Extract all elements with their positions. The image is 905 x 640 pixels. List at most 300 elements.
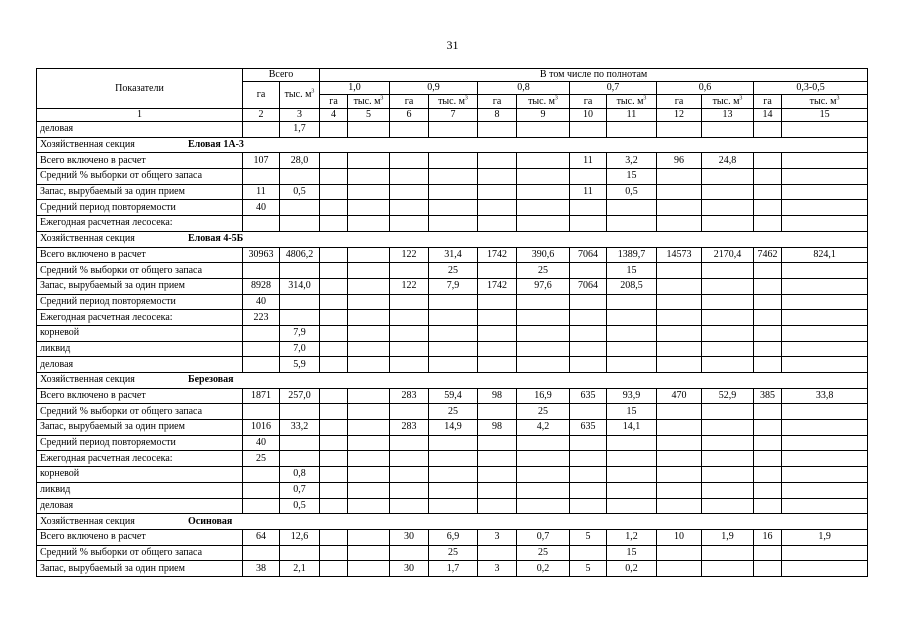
- table-cell: [390, 467, 429, 483]
- section-label: Хозяйственная секция: [40, 139, 135, 151]
- table-cell: [517, 482, 570, 498]
- table-cell: [657, 482, 702, 498]
- table-cell: 8928: [243, 278, 280, 294]
- table-cell: [782, 357, 868, 373]
- table-cell: 0,5: [280, 184, 320, 200]
- table-cell: [702, 341, 754, 357]
- table-cell: 25: [517, 545, 570, 561]
- table-cell: 0,5: [607, 184, 657, 200]
- table-cell: [782, 294, 868, 310]
- table-cell: [657, 294, 702, 310]
- table-cell: 2,1: [280, 561, 320, 577]
- row-label: Средний период повторяемости: [37, 200, 243, 216]
- table-cell: [390, 341, 429, 357]
- header-unit-ha: га: [657, 95, 702, 109]
- table-cell: [657, 357, 702, 373]
- table-cell: 98: [478, 420, 517, 436]
- table-cell: [429, 153, 478, 169]
- table-cell: [429, 294, 478, 310]
- table-cell: [348, 482, 390, 498]
- table-cell: [348, 278, 390, 294]
- table-cell: 7064: [570, 247, 607, 263]
- table-cell: [782, 341, 868, 357]
- column-number: 15: [782, 109, 868, 122]
- table-cell: [243, 498, 280, 514]
- table-row: [37, 435, 868, 451]
- table-cell: [702, 467, 754, 483]
- table-cell: 25: [517, 263, 570, 279]
- table-cell: 59,4: [429, 388, 478, 404]
- table-cell: 31,4: [429, 247, 478, 263]
- table-cell: [320, 294, 348, 310]
- table-cell: [478, 341, 517, 357]
- table-cell: [348, 325, 390, 341]
- table-cell: [657, 498, 702, 514]
- table-cell: 96: [657, 153, 702, 169]
- table-cell: [478, 435, 517, 451]
- table-cell: [243, 263, 280, 279]
- table-cell: [657, 278, 702, 294]
- table-cell: [570, 498, 607, 514]
- table-cell: [782, 545, 868, 561]
- row-label: Всего включено в расчет: [37, 153, 243, 169]
- row-label: Средний % выборки от общего запаса: [37, 404, 243, 420]
- table-cell: 5: [570, 529, 607, 545]
- table-cell: [570, 357, 607, 373]
- table-cell: [243, 467, 280, 483]
- table-cell: 0,5: [280, 498, 320, 514]
- header-unit-volume: тыс. $м^3$: [517, 95, 570, 109]
- table-cell: [348, 200, 390, 216]
- table-cell: [243, 169, 280, 185]
- table-cell: [754, 278, 782, 294]
- table-cell: [754, 122, 782, 138]
- column-number: 2: [243, 109, 280, 122]
- table-cell: 7462: [754, 247, 782, 263]
- column-number: 5: [348, 109, 390, 122]
- table-cell: [390, 482, 429, 498]
- table-cell: 15: [607, 545, 657, 561]
- table-row: [37, 467, 868, 483]
- table-cell: 635: [570, 420, 607, 436]
- table-cell: 40: [243, 294, 280, 310]
- table-cell: [280, 404, 320, 420]
- table-cell: 25: [243, 451, 280, 467]
- row-label: Средний % выборки от общего запаса: [37, 169, 243, 185]
- table-cell: [570, 435, 607, 451]
- table-cell: [657, 184, 702, 200]
- table-cell: [570, 482, 607, 498]
- table-cell: 122: [390, 278, 429, 294]
- table-cell: [320, 498, 348, 514]
- table-cell: [754, 545, 782, 561]
- table-cell: 24,8: [702, 153, 754, 169]
- table-cell: [782, 404, 868, 420]
- table-cell: [348, 122, 390, 138]
- table-cell: [348, 247, 390, 263]
- table-cell: [702, 561, 754, 577]
- table-cell: [320, 561, 348, 577]
- table-cell: 1,7: [280, 122, 320, 138]
- table-cell: 3: [478, 529, 517, 545]
- table-cell: [754, 357, 782, 373]
- header-unit-ha: га: [478, 95, 517, 109]
- table-cell: [570, 467, 607, 483]
- table-cell: [702, 184, 754, 200]
- table-cell: 122: [390, 247, 429, 263]
- table-row: [37, 420, 868, 436]
- table-cell: [754, 341, 782, 357]
- table-cell: 15: [607, 263, 657, 279]
- table-cell: [702, 420, 754, 436]
- table-cell: [702, 482, 754, 498]
- table-cell: 25: [429, 263, 478, 279]
- table-cell: [243, 357, 280, 373]
- table-cell: [280, 200, 320, 216]
- table-cell: [702, 498, 754, 514]
- table-cell: [607, 435, 657, 451]
- section-label: Хозяйственная секция: [40, 515, 135, 527]
- table-cell: [754, 498, 782, 514]
- table-cell: [570, 404, 607, 420]
- table-cell: [782, 435, 868, 451]
- section-label: Хозяйственная секция: [40, 233, 135, 245]
- row-label: Запас, вырубаемый за один прием: [37, 278, 243, 294]
- table-cell: 1,7: [429, 561, 478, 577]
- table-cell: 28,0: [280, 153, 320, 169]
- table-cell: [607, 451, 657, 467]
- table-cell: [390, 451, 429, 467]
- table-cell: [702, 263, 754, 279]
- table-row: [37, 561, 868, 577]
- header-unit-volume: тыс. $м^3$: [782, 95, 868, 109]
- table-cell: [782, 184, 868, 200]
- table-row: [37, 294, 868, 310]
- table-row: [37, 482, 868, 498]
- table-cell: [754, 482, 782, 498]
- table-row: [37, 325, 868, 341]
- table-cell: 4,2: [517, 420, 570, 436]
- table-cell: [348, 545, 390, 561]
- table-cell: 98: [478, 388, 517, 404]
- table-row: [37, 310, 868, 326]
- table-cell: [702, 169, 754, 185]
- table-cell: [243, 404, 280, 420]
- table-cell: [517, 200, 570, 216]
- table-cell: 0,2: [607, 561, 657, 577]
- table-cell: 6,9: [429, 529, 478, 545]
- table-cell: [348, 169, 390, 185]
- table-cell: [478, 153, 517, 169]
- column-number: 14: [754, 109, 782, 122]
- table-cell: [754, 420, 782, 436]
- table-cell: [390, 435, 429, 451]
- table-row: [37, 247, 868, 263]
- row-label: Запас, вырубаемый за один прием: [37, 184, 243, 200]
- table-cell: 33,2: [280, 420, 320, 436]
- column-number: 1: [37, 109, 243, 122]
- row-label: деловая: [37, 498, 243, 514]
- table-cell: [478, 200, 517, 216]
- table-cell: [348, 294, 390, 310]
- table-cell: [280, 451, 320, 467]
- table-cell: [517, 184, 570, 200]
- table-cell: [429, 169, 478, 185]
- table-row: [37, 153, 868, 169]
- table-cell: 30: [390, 529, 429, 545]
- table-cell: [478, 169, 517, 185]
- table-cell: [570, 263, 607, 279]
- table-cell: 7064: [570, 278, 607, 294]
- column-number: 6: [390, 109, 429, 122]
- header-unit-volume: тыс. $м^3$: [429, 95, 478, 109]
- header-indicators: Показатели: [37, 69, 243, 109]
- table-cell: [657, 325, 702, 341]
- header-unit-volume: тыс. $м^3$: [348, 95, 390, 109]
- table-cell: [478, 498, 517, 514]
- table-cell: 1,9: [702, 529, 754, 545]
- table-cell: [657, 435, 702, 451]
- table-cell: [478, 216, 517, 232]
- table-row: [37, 451, 868, 467]
- row-label: Запас, вырубаемый за один прием: [37, 420, 243, 436]
- table-cell: [657, 263, 702, 279]
- table-cell: [607, 325, 657, 341]
- table-cell: [348, 184, 390, 200]
- table-cell: 11: [570, 153, 607, 169]
- table-cell: [390, 153, 429, 169]
- table-cell: [280, 216, 320, 232]
- table-cell: [390, 357, 429, 373]
- table-cell: 40: [243, 200, 280, 216]
- table-cell: [657, 200, 702, 216]
- table-cell: [429, 325, 478, 341]
- table-cell: [570, 294, 607, 310]
- table-cell: 5: [570, 561, 607, 577]
- table-row: [37, 498, 868, 514]
- header-unit-volume: тыс. $м^3$: [607, 95, 657, 109]
- table-cell: [390, 184, 429, 200]
- table-cell: [478, 482, 517, 498]
- column-number: 8: [478, 109, 517, 122]
- table-cell: 12,6: [280, 529, 320, 545]
- table-cell: [320, 200, 348, 216]
- table-cell: [702, 294, 754, 310]
- table-cell: [782, 263, 868, 279]
- table-cell: 14,9: [429, 420, 478, 436]
- table-cell: [348, 404, 390, 420]
- table-cell: [570, 325, 607, 341]
- table-cell: [657, 561, 702, 577]
- table-cell: [782, 498, 868, 514]
- table-cell: [517, 467, 570, 483]
- section-name: Еловая 1А-3: [188, 139, 244, 151]
- table-cell: 97,6: [517, 278, 570, 294]
- table-cell: 7,9: [429, 278, 478, 294]
- column-number: 13: [702, 109, 754, 122]
- table-cell: [243, 122, 280, 138]
- table-cell: [517, 169, 570, 185]
- table-cell: [657, 216, 702, 232]
- table-cell: [754, 435, 782, 451]
- table-cell: [702, 545, 754, 561]
- table-cell: [429, 184, 478, 200]
- table-cell: 257,0: [280, 388, 320, 404]
- table-cell: [517, 294, 570, 310]
- table-row: [37, 278, 868, 294]
- table-cell: [782, 169, 868, 185]
- header-total-volume: тыс. $м^3$: [280, 82, 320, 109]
- table-cell: 0,2: [517, 561, 570, 577]
- table-cell: 0,7: [517, 529, 570, 545]
- table-cell: [320, 482, 348, 498]
- table-cell: [570, 216, 607, 232]
- table-cell: 93,9: [607, 388, 657, 404]
- row-label: ликвид: [37, 482, 243, 498]
- table-cell: [348, 498, 390, 514]
- table-cell: [320, 310, 348, 326]
- table-cell: [243, 482, 280, 498]
- row-label: Запас, вырубаемый за один прием: [37, 561, 243, 577]
- table-cell: [390, 263, 429, 279]
- table-cell: [782, 561, 868, 577]
- table-cell: [390, 325, 429, 341]
- section-header: [37, 231, 868, 247]
- table-cell: [320, 263, 348, 279]
- table-cell: [570, 310, 607, 326]
- table-cell: [607, 310, 657, 326]
- table-cell: [754, 153, 782, 169]
- table-cell: [280, 169, 320, 185]
- table-cell: 1,2: [607, 529, 657, 545]
- table-cell: 4806,2: [280, 247, 320, 263]
- table-row: [37, 357, 868, 373]
- table-cell: [320, 529, 348, 545]
- table-cell: [320, 247, 348, 263]
- row-label: корневой: [37, 325, 243, 341]
- column-number: 9: [517, 109, 570, 122]
- page-number: 31: [446, 38, 459, 52]
- table-cell: [782, 420, 868, 436]
- table-row: [37, 184, 868, 200]
- table-cell: 38: [243, 561, 280, 577]
- table-cell: [243, 216, 280, 232]
- table-cell: [478, 184, 517, 200]
- table-cell: [754, 263, 782, 279]
- section-name: Еловая 4-5Б: [188, 233, 244, 245]
- table-cell: 283: [390, 388, 429, 404]
- row-label: Ежегодная расчетная лесосека:: [37, 451, 243, 467]
- table-cell: 25: [429, 404, 478, 420]
- table-cell: [320, 216, 348, 232]
- table-cell: 2170,4: [702, 247, 754, 263]
- table-cell: [348, 529, 390, 545]
- table-cell: [429, 357, 478, 373]
- table-cell: 7,9: [280, 325, 320, 341]
- table-cell: [348, 451, 390, 467]
- column-number: 11: [607, 109, 657, 122]
- table-cell: [320, 435, 348, 451]
- table-cell: [478, 451, 517, 467]
- table-cell: 0,7: [280, 482, 320, 498]
- table-cell: 3: [478, 561, 517, 577]
- table-cell: [429, 341, 478, 357]
- table-cell: [320, 278, 348, 294]
- table-cell: [754, 216, 782, 232]
- table-cell: [429, 122, 478, 138]
- table-cell: [782, 216, 868, 232]
- table-cell: 283: [390, 420, 429, 436]
- table-cell: [478, 122, 517, 138]
- header-density: 0,7: [570, 82, 657, 95]
- row-label: Ежегодная расчетная лесосека:: [37, 216, 243, 232]
- table-cell: [607, 482, 657, 498]
- table-cell: [348, 263, 390, 279]
- table-cell: [320, 388, 348, 404]
- table-cell: [702, 310, 754, 326]
- table-cell: 11: [243, 184, 280, 200]
- header-density: 0,3-0,5: [754, 82, 868, 95]
- table-cell: [754, 169, 782, 185]
- table-cell: [320, 467, 348, 483]
- table-cell: [570, 122, 607, 138]
- table-cell: [782, 482, 868, 498]
- header-density: 1,0: [320, 82, 390, 95]
- table-cell: [390, 310, 429, 326]
- column-number: 10: [570, 109, 607, 122]
- table-cell: [348, 216, 390, 232]
- header-unit-ha: га: [570, 95, 607, 109]
- table-cell: [517, 435, 570, 451]
- table-cell: [754, 451, 782, 467]
- table-cell: [570, 169, 607, 185]
- table-cell: [280, 294, 320, 310]
- table-cell: 1742: [478, 278, 517, 294]
- table-cell: 824,1: [782, 247, 868, 263]
- table-cell: 16,9: [517, 388, 570, 404]
- section-header: [37, 373, 868, 389]
- table-cell: [320, 451, 348, 467]
- table-cell: [782, 278, 868, 294]
- row-label: деловая: [37, 122, 243, 138]
- table-cell: [517, 122, 570, 138]
- table-cell: [348, 467, 390, 483]
- table-row: [37, 388, 868, 404]
- row-label: ликвид: [37, 341, 243, 357]
- table-cell: 1742: [478, 247, 517, 263]
- table-cell: [657, 545, 702, 561]
- table-cell: [702, 122, 754, 138]
- table-cell: [607, 216, 657, 232]
- table-cell: [754, 404, 782, 420]
- table-cell: [348, 420, 390, 436]
- table-cell: [517, 325, 570, 341]
- table-cell: [320, 420, 348, 436]
- table-cell: [570, 451, 607, 467]
- table-cell: [390, 404, 429, 420]
- row-label: Ежегодная расчетная лесосека:: [37, 310, 243, 326]
- table-cell: [390, 122, 429, 138]
- table-cell: [348, 310, 390, 326]
- table-cell: [478, 545, 517, 561]
- section-name: Березовая: [188, 374, 234, 386]
- table-cell: [517, 310, 570, 326]
- table-cell: [782, 310, 868, 326]
- table-cell: [390, 200, 429, 216]
- row-label: Всего включено в расчет: [37, 529, 243, 545]
- table-cell: [243, 325, 280, 341]
- table-cell: [782, 325, 868, 341]
